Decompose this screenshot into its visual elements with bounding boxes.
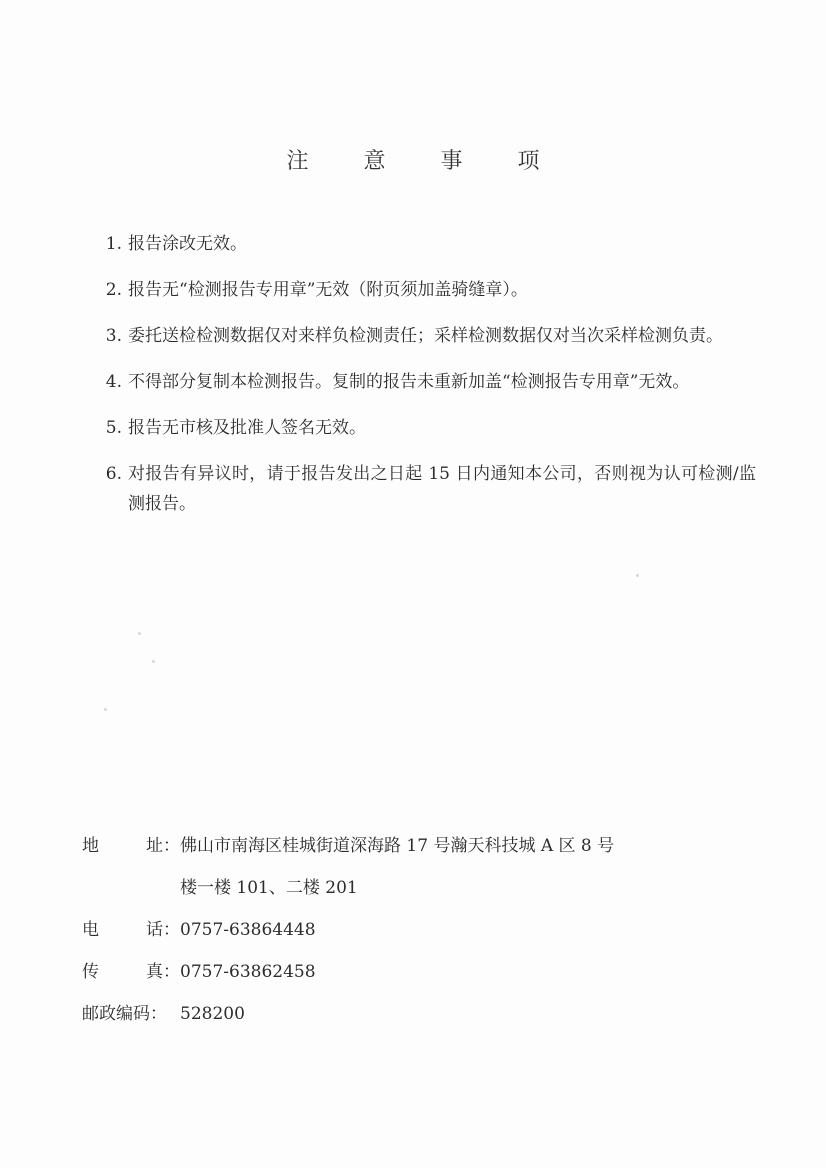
phone-value: 0757-63864448 — [180, 920, 316, 940]
address-label: 地 址： — [82, 836, 180, 856]
note-item-6 — [96, 459, 756, 519]
note-text: 委托送检检测数据仅对来样负检测责任；采样检测数据仅对当次采样检测负责。 — [128, 326, 723, 346]
fax-value: 0757-63862458 — [180, 962, 316, 982]
note-item-3 — [96, 321, 756, 351]
note-item-5 — [96, 413, 756, 443]
notes-list — [96, 229, 756, 535]
note-item-1 — [96, 229, 756, 259]
address-value-line2: 楼一楼 101、二楼 201 — [180, 878, 358, 898]
note-number: 5. — [105, 418, 122, 438]
phone-label: 电 话： — [82, 920, 180, 940]
phone-row — [82, 914, 614, 956]
scan-speck — [152, 660, 155, 663]
note-text: 报告无市核及批准人签名无效。 — [128, 418, 366, 438]
note-number: 4. — [105, 372, 122, 392]
note-item-2 — [96, 275, 756, 305]
page-title: 注 意 事 项 — [286, 149, 564, 174]
note-text: 报告涂改无效。 — [128, 234, 247, 254]
address-value: 佛山市南海区桂城街道深海路 17 号瀚天科技城 A 区 8 号 — [180, 836, 615, 856]
postcode-label: 邮政编码： — [82, 1004, 167, 1024]
note-item-4 — [96, 367, 756, 397]
note-number: 2. — [105, 280, 122, 300]
address-row-continued — [82, 872, 614, 914]
scan-speck — [636, 574, 639, 577]
note-text: 对报告有异议时，请于报告发出之日起 15 日内通知本公司，否则视为认可检测/监测报告。 — [128, 464, 756, 514]
note-text: 不得部分复制本检测报告。复制的报告未重新加盖“检测报告专用章”无效。 — [128, 372, 690, 392]
address-row — [82, 830, 614, 872]
fax-row — [82, 956, 614, 998]
postcode-row — [82, 998, 614, 1040]
postcode-value: 528200 — [180, 1004, 245, 1024]
fax-label: 传 真： — [82, 962, 180, 982]
scan-speck — [104, 708, 107, 711]
note-text: 报告无“检测报告专用章”无效（附页须加盖骑缝章）。 — [128, 280, 528, 300]
note-number: 6. — [105, 464, 122, 484]
contact-block — [82, 830, 614, 1040]
note-number: 3. — [105, 326, 122, 346]
note-number: 1. — [105, 234, 122, 254]
scan-speck — [138, 632, 141, 635]
